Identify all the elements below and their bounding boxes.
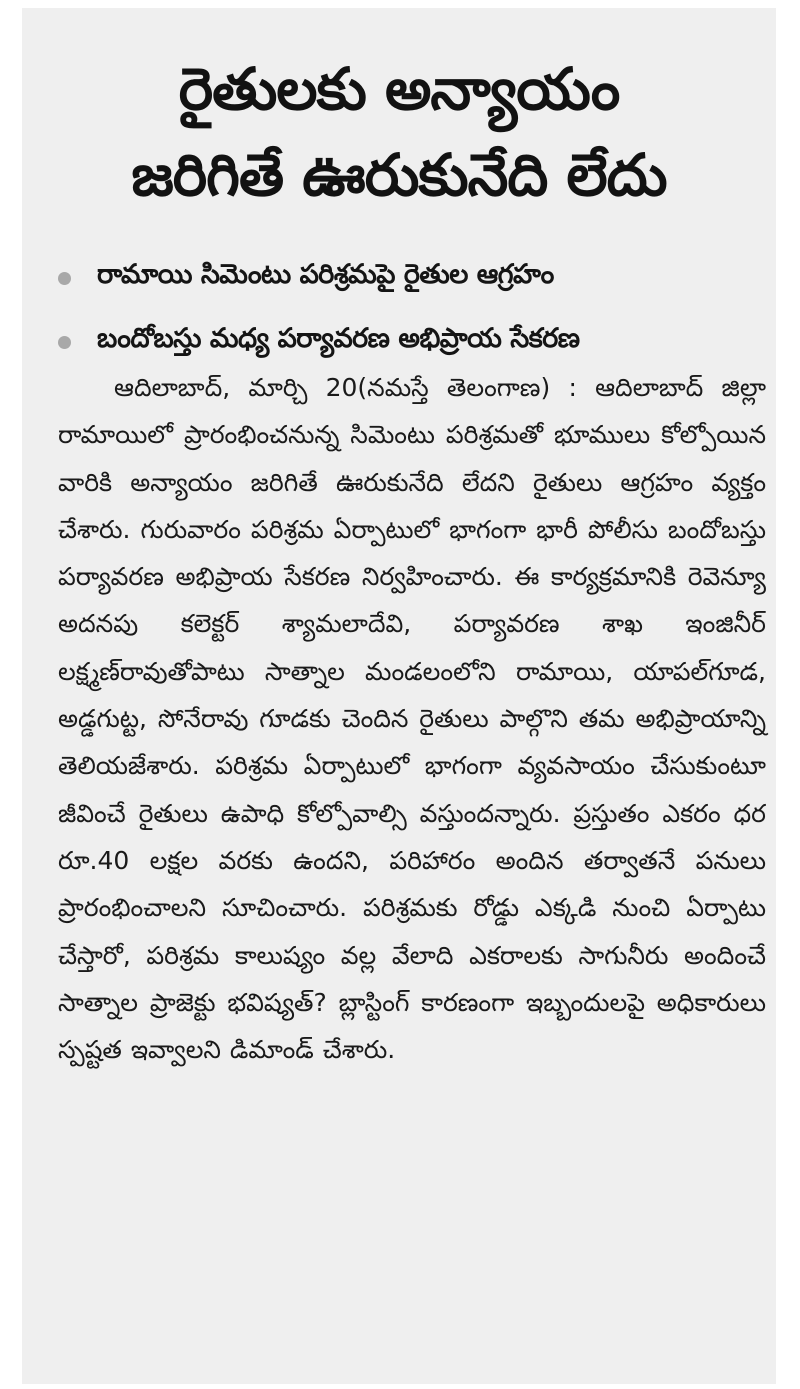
headline-line-1: రైతులకు అన్యాయం <box>178 55 620 123</box>
bullet-icon <box>58 336 71 349</box>
subheadline-list <box>58 246 768 374</box>
bullet-icon <box>58 272 71 285</box>
headline-line-2: జరిగితే ఊరుకునేది లేదు <box>131 141 667 209</box>
subheadline-text: బందోబస్తు మధ్య పర్యావరణ అభిప్రాయ సేకరణ <box>97 323 580 354</box>
headline <box>22 46 776 218</box>
subheadline-item <box>58 246 768 310</box>
article-body-text: ఆదిలాబాద్, మార్చి 20(నమస్తే తెలంగాణ) : ఆదిలాబాద్ జిల్లా రామాయిలో ప్రారంభించనున్న సిమెంటు పరిశ్రమతో భూములు కోల్పోయిన వారికి అన్యాయం జరిగితే ఊరుకునేది లేదని రైతులు ఆగ్రహం వ్యక్తం చేశారు. గురువారం పరిశ్రమ ఏర్పాటులో భాగంగా భారీ పోలీసు బందోబస్తు పర్యావరణ అభిప్రాయ సేకరణ నిర్వహించారు. ఈ కార్యక్రమానికి రెవెన్యూ అదనపు కలెక్టర్ శ్యామలాదేవి, పర్యావరణ శాఖ ఇంజినీర్ లక్ష్మణ్‌రావుతోపాటు సాత్నాల మండలంలోని రామాయి, యాపల్‌గూడ, అడ్డగుట్ట, సోనేరావు గూడకు చెందిన రైతులు పాల్గొని తమ అభిప్రాయాన్ని తెలియజేశారు. పరిశ్రమ ఏర్పాటులో భాగంగా వ్యవసాయం చేసుకుంటూ జీవించే రైతులు ఉపాధి కోల్పోవాల్సి వస్తుందన్నారు. ప్రస్తుతం ఎకరం ధర రూ.40 లక్షల వరకు ఉందని, పరిహారం అందిన తర్వాతనే పనులు ప్రారంభించాలని సూచించారు. పరిశ్రమకు రోడ్డు ఎక్కడి నుంచి ఏర్పాటు చేస్తారో, పరిశ్రమ కాలుష్యం వల్ల వేలాది ఎకరాలకు సాగునీరు అందించే సాత్నాల ప్రాజెక్టు భవిష్యత్? బ్లాస్టింగ్ కారణంగా ఇబ్బందులపై అధికారులు స్పష్టత ఇవ్వాలని డిమాండ్ చేశారు. <box>58 373 766 1065</box>
subheadline-text: రామాయి సిమెంటు పరిశ్రమపై రైతుల ఆగ్రహం <box>97 259 554 290</box>
article-body <box>58 364 766 1073</box>
newspaper-clipping <box>22 8 776 1384</box>
